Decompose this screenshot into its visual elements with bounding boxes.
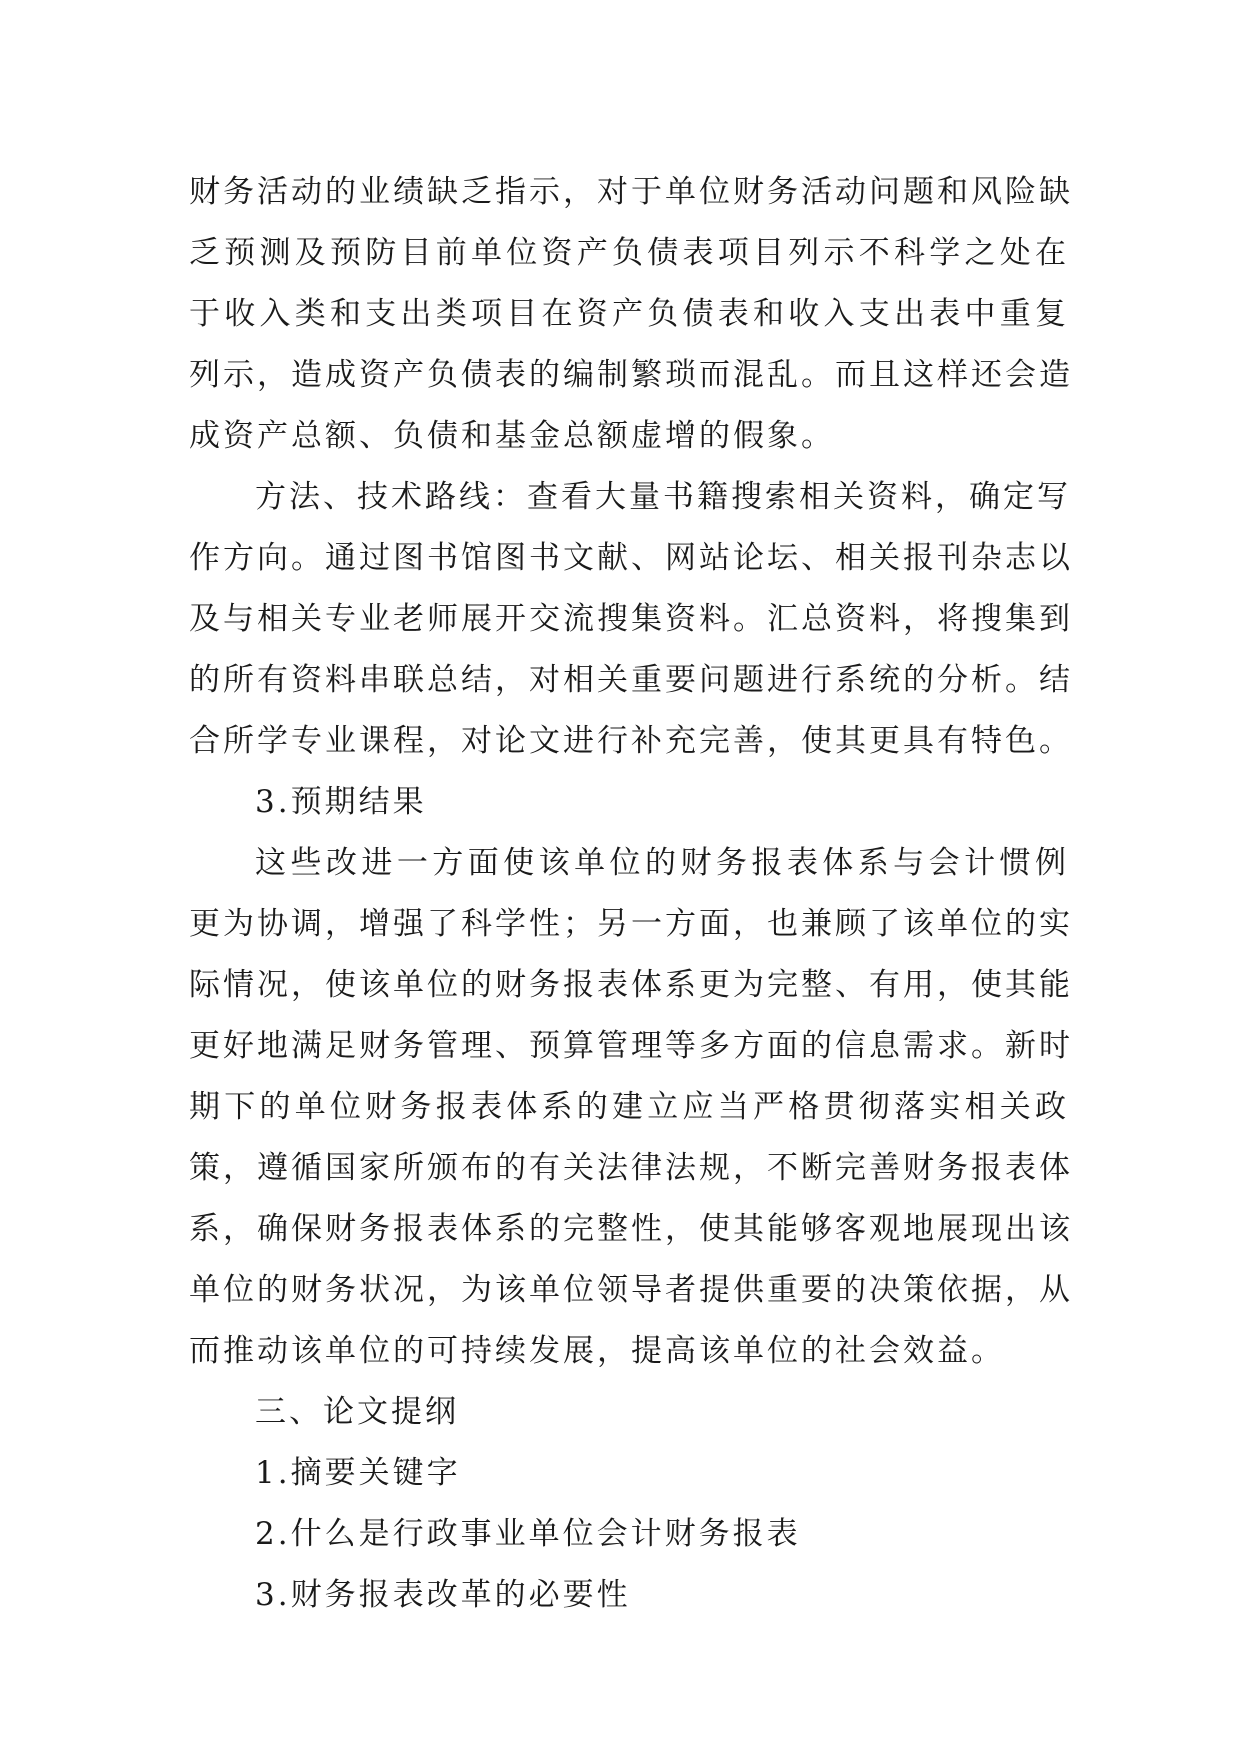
paragraph-line: 更好地满足财务管理、预算管理等多方面的信息需求。新时	[189, 1028, 1073, 1064]
paragraph-line: 这些改进一方面使该单位的财务报表体系与会计惯例	[255, 845, 1069, 881]
paragraph-line: 而推动该单位的可持续发展，提高该单位的社会效益。	[189, 1333, 1005, 1369]
outline-item: 3.财务报表改革的必要性	[255, 1577, 631, 1613]
paragraph-line: 于收入类和支出类项目在资产负债表和收入支出表中重复	[189, 296, 1069, 332]
paragraph-line: 列示，造成资产负债表的编制繁琐而混乱。而且这样还会造	[189, 357, 1073, 393]
paragraph-line: 策，遵循国家所颁布的有关法律法规，不断完善财务报表体	[189, 1150, 1073, 1186]
paragraph-line: 合所学专业课程，对论文进行补充完善，使其更具有特色。	[189, 723, 1073, 759]
paragraph-line: 财务活动的业绩缺乏指示，对于单位财务活动问题和风险缺	[189, 174, 1073, 210]
section-heading: 三、论文提纲	[255, 1394, 459, 1430]
paragraph-line: 期下的单位财务报表体系的建立应当严格贯彻落实相关政	[189, 1089, 1069, 1125]
paragraph-line: 成资产总额、负债和基金总额虚增的假象。	[189, 418, 835, 454]
paragraph-line: 及与相关专业老师展开交流搜集资料。汇总资料，将搜集到	[189, 601, 1073, 637]
section-heading: 3.预期结果	[255, 784, 427, 820]
paragraph-line: 的所有资料串联总结，对相关重要问题进行系统的分析。结	[189, 662, 1073, 698]
paragraph-line: 更为协调，增强了科学性；另一方面，也兼顾了该单位的实	[189, 906, 1073, 942]
paragraph-line: 际情况，使该单位的财务报表体系更为完整、有用，使其能	[189, 967, 1073, 1003]
outline-item: 1.摘要关键字	[255, 1455, 461, 1491]
paragraph-line: 单位的财务状况，为该单位领导者提供重要的决策依据，从	[189, 1272, 1073, 1308]
paragraph-line: 作方向。通过图书馆图书文献、网站论坛、相关报刊杂志以	[189, 540, 1073, 576]
body-text	[189, 162, 1073, 1626]
paragraph-line: 系，确保财务报表体系的完整性，使其能够客观地展现出该	[189, 1211, 1073, 1247]
paragraph-line: 方法、技术路线：查看大量书籍搜索相关资料，确定写	[255, 479, 1071, 515]
paragraph-line: 乏预测及预防目前单位资产负债表项目列示不科学之处在	[189, 235, 1069, 271]
outline-item: 2.什么是行政事业单位会计财务报表	[255, 1516, 801, 1552]
